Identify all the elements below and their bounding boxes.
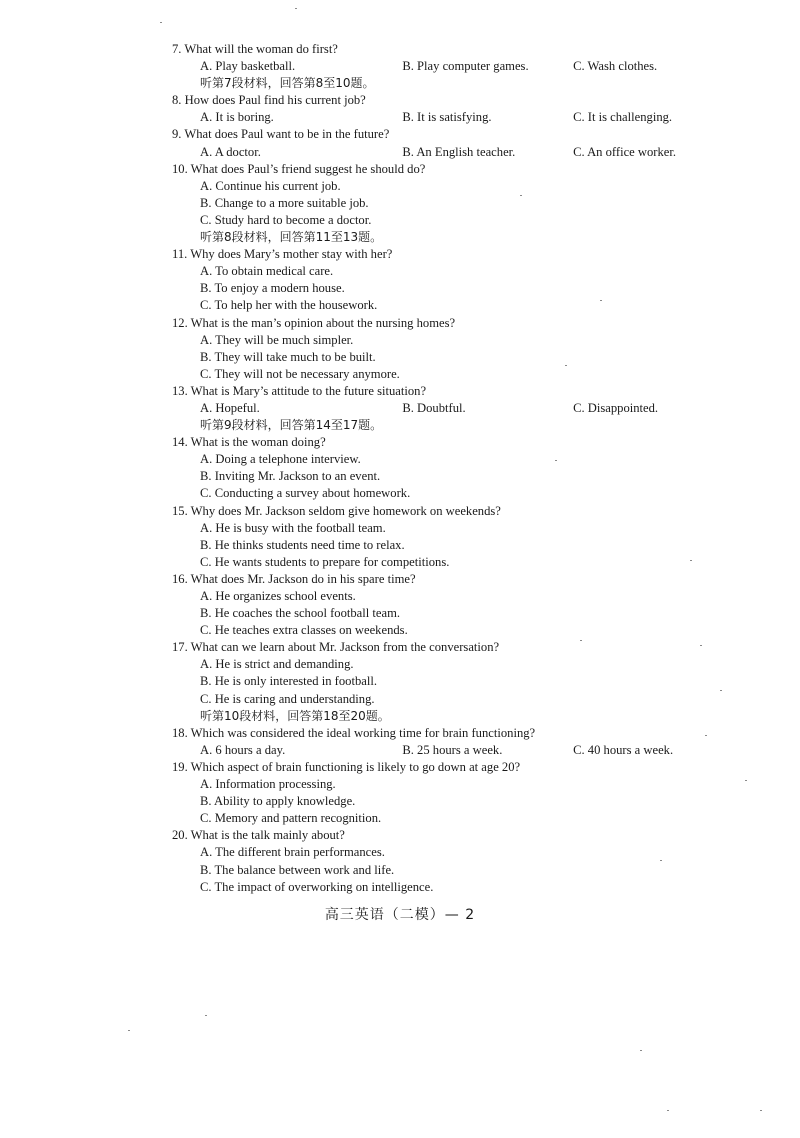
scan-speck xyxy=(640,1050,642,1051)
scan-speck xyxy=(667,1110,669,1111)
answer-option: A. To obtain medical care. xyxy=(200,264,334,279)
answer-option: B. He coaches the school football team. xyxy=(200,606,401,621)
question-text: 18. Which was considered the ideal working time for brain functioning? xyxy=(172,725,536,740)
answer-option: B. Play computer games. xyxy=(402,59,529,74)
scan-speck xyxy=(160,22,162,23)
answer-option: A. Information processing. xyxy=(200,777,336,792)
question-text: 8. How does Paul find his current job? xyxy=(172,93,366,108)
answer-option: A. Continue his current job. xyxy=(200,178,341,193)
answer-option: C. It is challenging. xyxy=(573,110,673,125)
scan-speck xyxy=(580,640,582,641)
scan-speck xyxy=(295,8,297,9)
answer-option: C. Wash clothes. xyxy=(573,59,658,74)
answer-option: C. To help her with the housework. xyxy=(200,298,378,313)
answer-option: A. Doing a telephone interview. xyxy=(200,452,361,467)
question-text: 7. What will the woman do first? xyxy=(172,42,338,56)
answer-option: C. Memory and pattern recognition. xyxy=(200,811,382,826)
answer-option: C. Disappointed. xyxy=(573,400,659,415)
option-row xyxy=(171,109,731,126)
scan-speck xyxy=(745,780,747,781)
option-row xyxy=(171,144,731,161)
question-text: 14. What is the woman doing? xyxy=(172,435,326,450)
answer-option: B. Change to a more suitable job. xyxy=(200,195,369,210)
answer-option: C. An office worker. xyxy=(573,144,677,159)
answer-option: A. Hopeful. xyxy=(200,400,260,415)
answer-option: A. They will be much simpler. xyxy=(200,332,354,347)
answer-option: B. Ability to apply knowledge. xyxy=(200,794,356,809)
answer-option: C. He wants students to prepare for competitions. xyxy=(200,554,450,569)
answer-option: B. Doubtful. xyxy=(402,400,466,415)
scan-speck xyxy=(555,460,557,461)
answer-option: A. Play basketball. xyxy=(200,59,296,74)
answer-option: B. He thinks students need time to relax. xyxy=(200,537,405,552)
answer-option: B. Inviting Mr. Jackson to an event. xyxy=(200,469,381,484)
answer-option: B. To enjoy a modern house. xyxy=(200,281,345,296)
option-row xyxy=(171,400,731,417)
answer-option: C. Conducting a survey about homework. xyxy=(200,486,411,501)
scan-speck xyxy=(720,690,722,691)
answer-option: A. He is busy with the football team. xyxy=(200,520,386,535)
scan-speck xyxy=(205,1015,207,1016)
answer-option: B. They will take much to be built. xyxy=(200,349,376,364)
answer-option: A. A doctor. xyxy=(200,144,261,159)
page-footer: 高三英语（二模）— 2 xyxy=(324,907,476,923)
question-list xyxy=(171,41,731,896)
answer-option: B. It is satisfying. xyxy=(402,110,492,125)
answer-option: C. He is caring and understanding. xyxy=(200,691,375,706)
question-text: 11. Why does Mary’s mother stay with her? xyxy=(172,247,393,262)
answer-option: A. The different brain performances. xyxy=(200,845,385,860)
answer-option: B. The balance between work and life. xyxy=(200,862,395,877)
question-text: 13. What is Mary’s attitude to the future situation? xyxy=(172,383,427,398)
section-instruction: 听第9段材料，回答第14至17题。 xyxy=(200,418,383,433)
answer-option: A. He is strict and demanding. xyxy=(200,657,354,672)
scan-speck xyxy=(660,860,662,861)
section-instruction: 听第8段材料，回答第11至13题。 xyxy=(200,230,383,245)
answer-option: B. An English teacher. xyxy=(402,144,516,159)
answer-option: C. 40 hours a week. xyxy=(573,742,674,757)
answer-option: C. They will not be necessary anymore. xyxy=(200,366,400,381)
answer-option: C. Study hard to become a doctor. xyxy=(200,212,372,227)
question-text: 9. What does Paul want to be in the future? xyxy=(172,127,390,142)
section-instruction: 听第10段材料，回答第18至20题。 xyxy=(200,708,390,723)
answer-option: B. 25 hours a week. xyxy=(402,742,503,757)
scan-speck xyxy=(600,300,602,301)
answer-option: A. He organizes school events. xyxy=(200,589,356,603)
question-text: 12. What is the man’s opinion about the nursing homes? xyxy=(172,315,456,330)
answer-option: A. 6 hours a day. xyxy=(200,742,286,757)
question-text: 17. What can we learn about Mr. Jackson from the conversation? xyxy=(172,640,500,655)
question-text: 20. What is the talk mainly about? xyxy=(172,828,345,843)
option-row xyxy=(171,742,731,759)
question-text: 10. What does Paul’s friend suggest he should do? xyxy=(172,161,426,176)
question-text: 15. Why does Mr. Jackson seldom give homework on weekends? xyxy=(172,503,501,518)
scan-speck xyxy=(565,365,567,366)
scan-speck xyxy=(128,1030,130,1031)
option-row xyxy=(171,58,731,75)
scan-speck xyxy=(690,560,692,561)
section-instruction: 听第7段材料，回答第8至10题。 xyxy=(200,76,375,91)
scan-speck xyxy=(705,735,707,736)
scan-speck xyxy=(520,195,522,196)
answer-option: B. He is only interested in football. xyxy=(200,674,377,689)
answer-option: C. He teaches extra classes on weekends. xyxy=(200,623,408,638)
scan-speck xyxy=(760,1110,762,1111)
question-text: 16. What does Mr. Jackson do in his spare time? xyxy=(172,571,416,586)
question-text: 19. Which aspect of brain functioning is likely to go down at age 20? xyxy=(172,759,521,774)
answer-option: A. It is boring. xyxy=(200,110,274,125)
scan-speck xyxy=(700,645,702,646)
answer-option: C. The impact of overworking on intelligence. xyxy=(200,879,434,894)
